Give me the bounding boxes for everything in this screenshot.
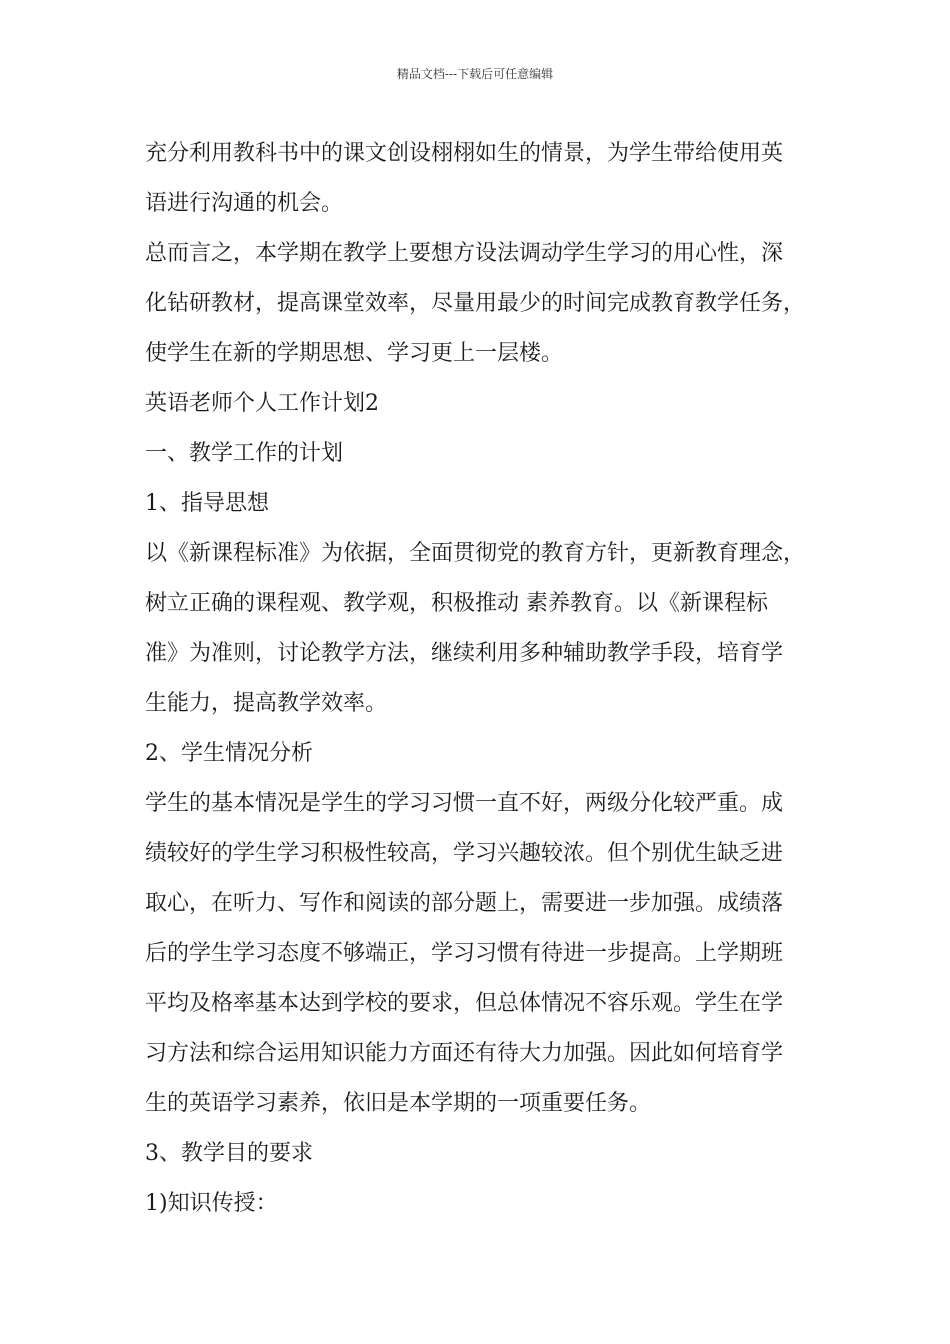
subsection-heading: 2、学生情况分析 [145, 741, 313, 766]
page-header: 精品文档---下载后可任意编辑 [396, 67, 554, 81]
subsection-heading: 3、教学目的要求 [145, 1141, 313, 1166]
paragraph-line: 平均及格率基本达到学校的要求，但总体情况不容乐观。学生在学 [145, 991, 784, 1016]
paragraph-line: 学生的基本情况是学生的学习习惯一直不好，两级分化较严重。成 [145, 791, 784, 816]
paragraph-line: 习方法和综合运用知识能力方面还有待大力加强。因此如何培育学 [145, 1041, 784, 1066]
paragraph-line: 以《新课程标准》为依据，全面贯彻党的教育方针，更新教育理念， [145, 541, 806, 566]
paragraph-line: 充分利用教科书中的课文创设栩栩如生的情景，为学生带给使用英 [145, 141, 784, 166]
paragraph-line: 后的学生学习态度不够端正，学习习惯有待进一步提高。上学期班 [145, 941, 784, 966]
paragraph-line: 总而言之，本学期在教学上要想方设法调动学生学习的用心性，深 [145, 241, 784, 266]
list-item-heading: 1)知识传授： [145, 1191, 278, 1216]
paragraph-line: 绩较好的学生学习积极性较高，学习兴趣较浓。但个别优生缺乏进 [145, 841, 784, 866]
section-heading: 一、教学工作的计划 [145, 441, 344, 466]
paragraph-line: 语进行沟通的机会。 [145, 191, 344, 216]
paragraph-line: 生能力，提高教学效率。 [145, 691, 388, 716]
subsection-heading: 1、指导思想 [145, 491, 269, 516]
document-body [145, 129, 845, 1229]
paragraph-line: 准》为准则，讨论教学方法，继续利用多种辅助教学手段，培育学 [145, 641, 784, 666]
section-title: 英语老师个人工作计划2 [145, 391, 379, 416]
paragraph-line: 使学生在新的学期思想、学习更上一层楼。 [145, 341, 564, 366]
paragraph-line: 化钻研教材，提高课堂效率，尽量用最少的时间完成教育教学任务， [145, 291, 806, 316]
paragraph-line: 取心，在听力、写作和阅读的部分题上，需要进一步加强。成绩落 [145, 891, 784, 916]
paragraph-line: 树立正确的课程观、教学观，积极推动 素养教育。以《新课程标 [145, 591, 768, 616]
paragraph-line: 生的英语学习素养，依旧是本学期的一项重要任务。 [145, 1091, 652, 1116]
